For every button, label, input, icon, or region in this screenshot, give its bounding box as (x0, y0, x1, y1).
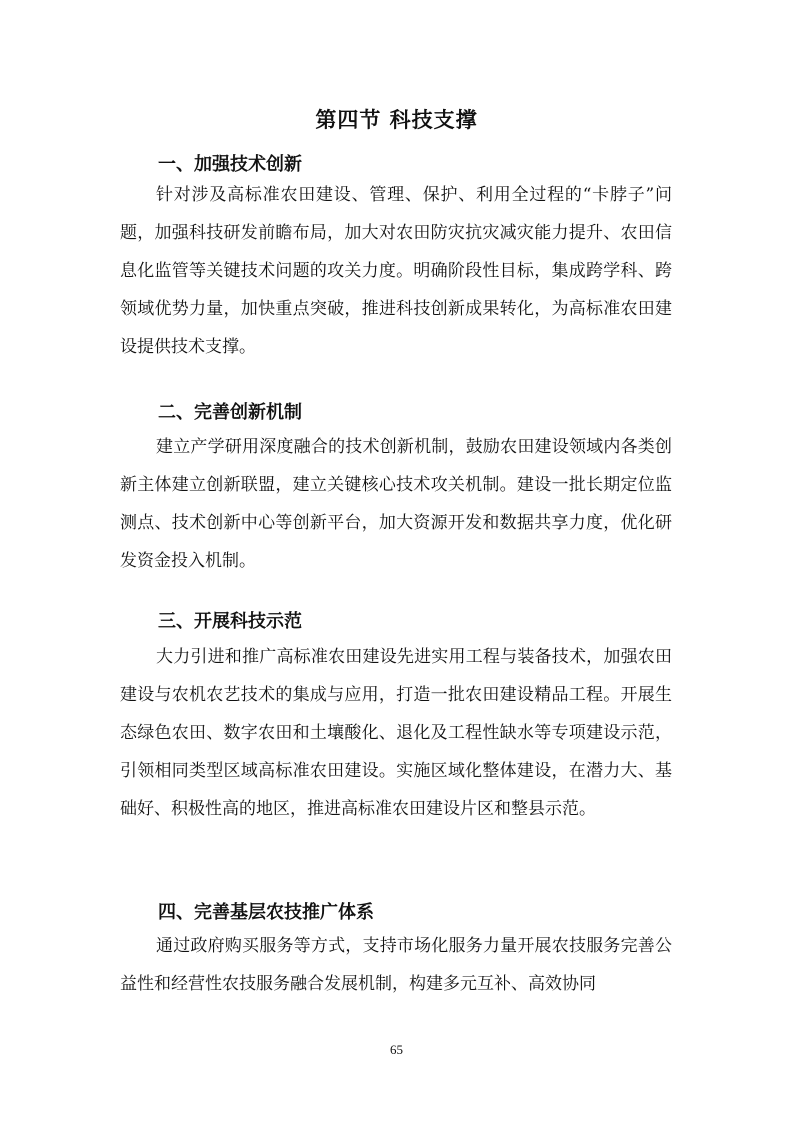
paragraph-3: 大力引进和推广高标准农田建设先进实用工程与装备技术，加强农田建设与农机农艺技术的集成与应用，打造一批农田建设精品工程。开展生态绿色农田、数字农田和土壤酸化、退化及工程性缺水等专项建设示范，引领相同类型区域高标准农田建设。实施区域化整体建设，在潜力大、基础好、积极性高的地区，推进高标准农田建设片区和整县示范。 (120, 647, 672, 819)
section-title: 第四节 科技支撑 (315, 108, 478, 132)
heading-4: 四、完善基层农技推广体系 (158, 902, 374, 923)
heading-2: 二、完善创新机制 (158, 402, 302, 423)
paragraph-1: 针对涉及高标准农田建设、管理、保护、利用全过程的“卡脖子”问题，加强科技研发前瞻布局，加大对农田防灾抗灾减灾能力提升、农田信息化监管等关键技术问题的攻关力度。明确阶段性目标，集成跨学科、跨领域优势力量，加快重点突破，推进科技创新成果转化，为高标准农田建设提供技术支撑。 (120, 185, 672, 357)
page-number: 65 (390, 1042, 403, 1057)
paragraph-4: 通过政府购买服务等方式，支持市场化服务力量开展农技服务完善公益性和经营性农技服务融合发展机制，构建多元互补、高效协同 (120, 936, 672, 994)
heading-1: 一、加强技术创新 (158, 154, 302, 175)
paragraph-2: 建立产学研用深度融合的技术创新机制，鼓励农田建设领域内各类创新主体建立创新联盟，建立关键核心技术攻关机制。建设一批长期定位监测点、技术创新中心等创新平台，加大资源开发和数据共享力度，优化研发资金投入机制。 (120, 437, 672, 571)
heading-3: 三、开展科技示范 (158, 611, 302, 632)
